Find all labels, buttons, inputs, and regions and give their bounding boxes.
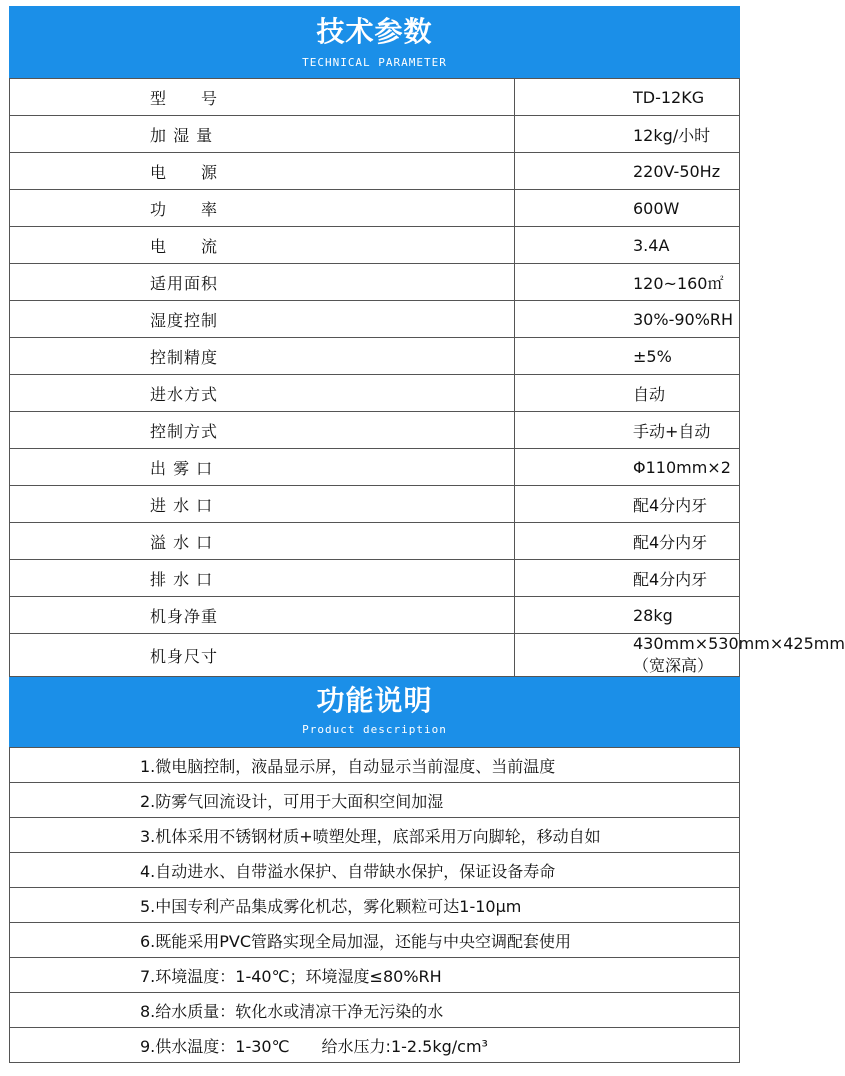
parameter-value: 600W [515, 190, 740, 227]
parameter-value: Φ110mm×2 [515, 449, 740, 486]
parameter-row [10, 153, 740, 190]
product-description-header [9, 677, 740, 747]
parameter-row [10, 634, 740, 677]
parameter-value: 自动 [515, 375, 740, 412]
section-subtitle: TECHNICAL PARAMETER [302, 56, 447, 69]
parameter-row [10, 227, 740, 264]
parameter-name: 机身净重 [10, 597, 515, 634]
parameter-name: 出 雾 口 [10, 449, 515, 486]
parameter-name: 功 率 [10, 190, 515, 227]
parameter-value: 430mm×530mm×425mm（宽深高） [515, 634, 740, 677]
parameter-value: 12kg/小时 [515, 116, 740, 153]
parameter-value: 30%-90%RH [515, 301, 740, 338]
parameter-value: 配4分内牙 [515, 560, 740, 597]
parameter-name: 电 流 [10, 227, 515, 264]
parameter-row [10, 449, 740, 486]
parameter-row [10, 523, 740, 560]
parameter-value: 28kg [515, 597, 740, 634]
parameter-name: 适用面积 [10, 264, 515, 301]
feature-text: 8.给水质量：软化水或清凉干净无污染的水 [10, 993, 740, 1028]
parameter-value: 220V-50Hz [515, 153, 740, 190]
parameter-value: 3.4A [515, 227, 740, 264]
feature-text: 1.微电脑控制，液晶显示屏，自动显示当前湿度、当前温度 [10, 748, 740, 783]
parameter-row [10, 560, 740, 597]
spec-sheet [9, 6, 845, 1063]
parameter-name: 湿度控制 [10, 301, 515, 338]
parameter-row [10, 375, 740, 412]
feature-text: 2.防雾气回流设计，可用于大面积空间加湿 [10, 783, 740, 818]
feature-row [10, 783, 740, 818]
parameter-value: TD-12KG [515, 79, 740, 116]
parameter-name: 加 湿 量 [10, 116, 515, 153]
parameter-value: 120~160㎡ [515, 264, 740, 301]
section-subtitle: Product description [302, 723, 447, 736]
feature-row [10, 1028, 740, 1063]
parameter-row [10, 412, 740, 449]
parameter-row [10, 79, 740, 116]
feature-text: 6.既能采用PVC管路实现全局加湿，还能与中央空调配套使用 [10, 923, 740, 958]
technical-parameter-header [9, 6, 740, 78]
parameter-name: 控制精度 [10, 338, 515, 375]
feature-row [10, 993, 740, 1028]
parameter-row [10, 190, 740, 227]
section-title: 技术参数 [316, 15, 433, 48]
parameter-row [10, 264, 740, 301]
feature-table [9, 747, 740, 1063]
parameter-name: 机身尺寸 [10, 634, 515, 677]
parameter-name: 型 号 [10, 79, 515, 116]
parameter-value: 配4分内牙 [515, 523, 740, 560]
parameter-table [9, 78, 845, 677]
feature-text: 4.自动进水、自带溢水保护、自带缺水保护，保证设备寿命 [10, 853, 740, 888]
feature-row [10, 818, 740, 853]
parameter-value: ±5% [515, 338, 740, 375]
parameter-row [10, 597, 740, 634]
parameter-row [10, 338, 740, 375]
feature-text: 5.中国专利产品集成雾化机芯，雾化颗粒可达1-10μm [10, 888, 740, 923]
parameter-name: 进水方式 [10, 375, 515, 412]
feature-text: 3.机体采用不锈钢材质+喷塑处理，底部采用万向脚轮，移动自如 [10, 818, 740, 853]
parameter-name: 溢 水 口 [10, 523, 515, 560]
feature-row [10, 958, 740, 993]
feature-row [10, 853, 740, 888]
parameter-value: 配4分内牙 [515, 486, 740, 523]
parameter-name: 进 水 口 [10, 486, 515, 523]
parameter-name: 电 源 [10, 153, 515, 190]
parameter-name: 排 水 口 [10, 560, 515, 597]
parameter-row [10, 116, 740, 153]
feature-text: 9.供水温度：1-30℃ 给水压力:1-2.5kg/cm³ [10, 1028, 740, 1063]
feature-row [10, 923, 740, 958]
parameter-value: 手动+自动 [515, 412, 740, 449]
feature-row [10, 888, 740, 923]
feature-row [10, 748, 740, 783]
parameter-name: 控制方式 [10, 412, 515, 449]
parameter-row [10, 301, 740, 338]
parameter-row [10, 486, 740, 523]
feature-text: 7.环境温度：1-40℃；环境湿度≤80%RH [10, 958, 740, 993]
section-title: 功能说明 [316, 684, 433, 717]
